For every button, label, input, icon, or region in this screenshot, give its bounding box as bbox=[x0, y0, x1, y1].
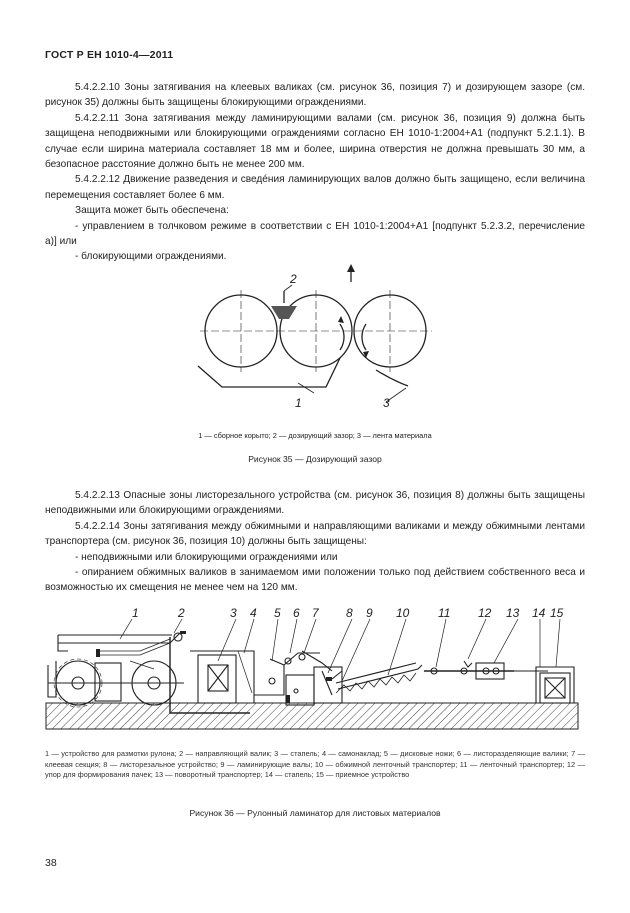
fig36-label-4: 4 bbox=[250, 606, 257, 620]
pile-stop bbox=[464, 661, 472, 667]
separating-rollers bbox=[299, 654, 305, 660]
list-item-fixed-guards: - неподвижными или блокирующими ограждениями или bbox=[75, 551, 338, 563]
fig36-label-8: 8 bbox=[346, 606, 353, 620]
paragraph-5-4-2-2-10: 5.4.2.2.10 Зоны затягивания на клеевых валиках (см. рисунок 36, позиция 7) и дозирующем зазоре (см. рисунок 35) должны быть защищены блокирующими ограждениями. bbox=[45, 82, 585, 109]
fig36-label-9: 9 bbox=[366, 606, 373, 620]
laminating-rollers bbox=[332, 671, 342, 679]
fig36-label-11: 11 bbox=[438, 606, 451, 620]
list-item-pressure-rollers: - опиранием обжимных валиков в занимаемом ими положении только под действием собственного веса и возможностью их смещения не менее чем на 120 мм. bbox=[45, 567, 585, 594]
guide-roller bbox=[174, 633, 182, 641]
fig36-label-10: 10 bbox=[396, 606, 410, 620]
fig36-label-12: 12 bbox=[478, 606, 492, 620]
paragraph-5-4-2-2-12: 5.4.2.2.12 Движение разведения и сведéния ламинирующих валов должно быть защищено, если величина перемещения составляет более 6 мм. bbox=[45, 174, 585, 201]
fig35-label-3: 3 bbox=[383, 396, 390, 410]
paragraph-5-4-2-2-14: 5.4.2.2.14 Зоны затягивания между обжимными и направляющими валиками и между обжимными лентами транспортера (см. рисунок 36, позиция 10) должны быть защищены: bbox=[45, 520, 585, 548]
fig36-label-15: 15 bbox=[550, 606, 564, 620]
figure-35-caption: Рисунок 35 — Дозирующий зазор bbox=[248, 454, 382, 464]
text-block-1 bbox=[45, 80, 585, 265]
list-item-interlocking-guards: - блокирующими ограждениями. bbox=[75, 251, 227, 263]
paragraph-5-4-2-2-11: 5.4.2.2.11 Зона затягивания между ламинирующими валами (см. рисунок 36, позиция 9) должна быть защищена неподвижными или блокирующими ограждениями согласно ЕН 1010-1:2004+А1 (подпункт 5.2.1.1). В случае если ширина материала составляет 18 мм и более, ширина отверстия не должна превышать 30 мм, а безопасное расстояние должно быть не менее 200 мм. bbox=[45, 112, 585, 171]
glue-section bbox=[286, 675, 314, 705]
running-header: ГОСТ Р ЕН 1010-4—2011 bbox=[45, 49, 174, 61]
paragraph-5-4-2-2-13: 5.4.2.2.13 Опасные зоны листорезального устройства (см. рисунок 36, позиция 8) должны быть защищены неподвижными или блокирующими ограждениями. bbox=[45, 490, 585, 517]
paragraph-protection-intro: Защита может быть обеспечена: bbox=[75, 205, 229, 217]
figure-35-dosing-gap bbox=[180, 262, 450, 417]
figure-36-reel-laminator bbox=[40, 605, 590, 733]
figure-36-caption: Рисунок 36 — Рулонный ламинатор для листовых материалов bbox=[189, 808, 441, 818]
collecting-trough bbox=[198, 358, 340, 387]
fig36-label-1: 1 bbox=[132, 606, 139, 620]
fig36-label-14: 14 bbox=[532, 606, 546, 620]
figure-35-legend: 1 — сборное корыто; 2 — дозирующий зазор; 3 — лента материала bbox=[198, 431, 432, 440]
page-number: 38 bbox=[45, 857, 57, 869]
fig36-label-13: 13 bbox=[506, 606, 520, 620]
list-item-jog-mode: - управлением в толчковом режиме в соответствии с ЕН 1010-1:2004+А1 [подпункт 5.2.3.2, перечисление а)] или bbox=[45, 220, 585, 248]
fig36-label-5: 5 bbox=[274, 606, 281, 620]
floor-foundation bbox=[46, 703, 578, 729]
text-block-2 bbox=[45, 488, 585, 596]
fig36-label-3: 3 bbox=[230, 606, 237, 620]
fig35-label-2: 2 bbox=[290, 272, 297, 286]
figure-36-legend: 1 — устройство для размотки рулона; 2 — направляющий валик; 3 — стапель; 4 — самонаклад; 5 — дисковые ножи; 6 — листоразделяющие валики; 7 — клеевая секция; 8 — листорезальное устройство; 9 — ламинирующие валы; 10 — обжимной ленточный транспортер; 11 — ленточный транспортер; 12 — упор для формирования пачек; 13 — поворотный транспортер; 14 — стапель; 15 — приемное устройство bbox=[45, 749, 585, 779]
fig36-label-7: 7 bbox=[312, 606, 319, 620]
material-web bbox=[376, 370, 408, 386]
fig35-label-1: 1 bbox=[295, 396, 302, 410]
fig36-label-2: 2 bbox=[178, 606, 185, 620]
sheet-feeder bbox=[190, 651, 254, 703]
pressure-belt-conveyor bbox=[336, 663, 422, 689]
fig36-label-6: 6 bbox=[293, 606, 300, 620]
